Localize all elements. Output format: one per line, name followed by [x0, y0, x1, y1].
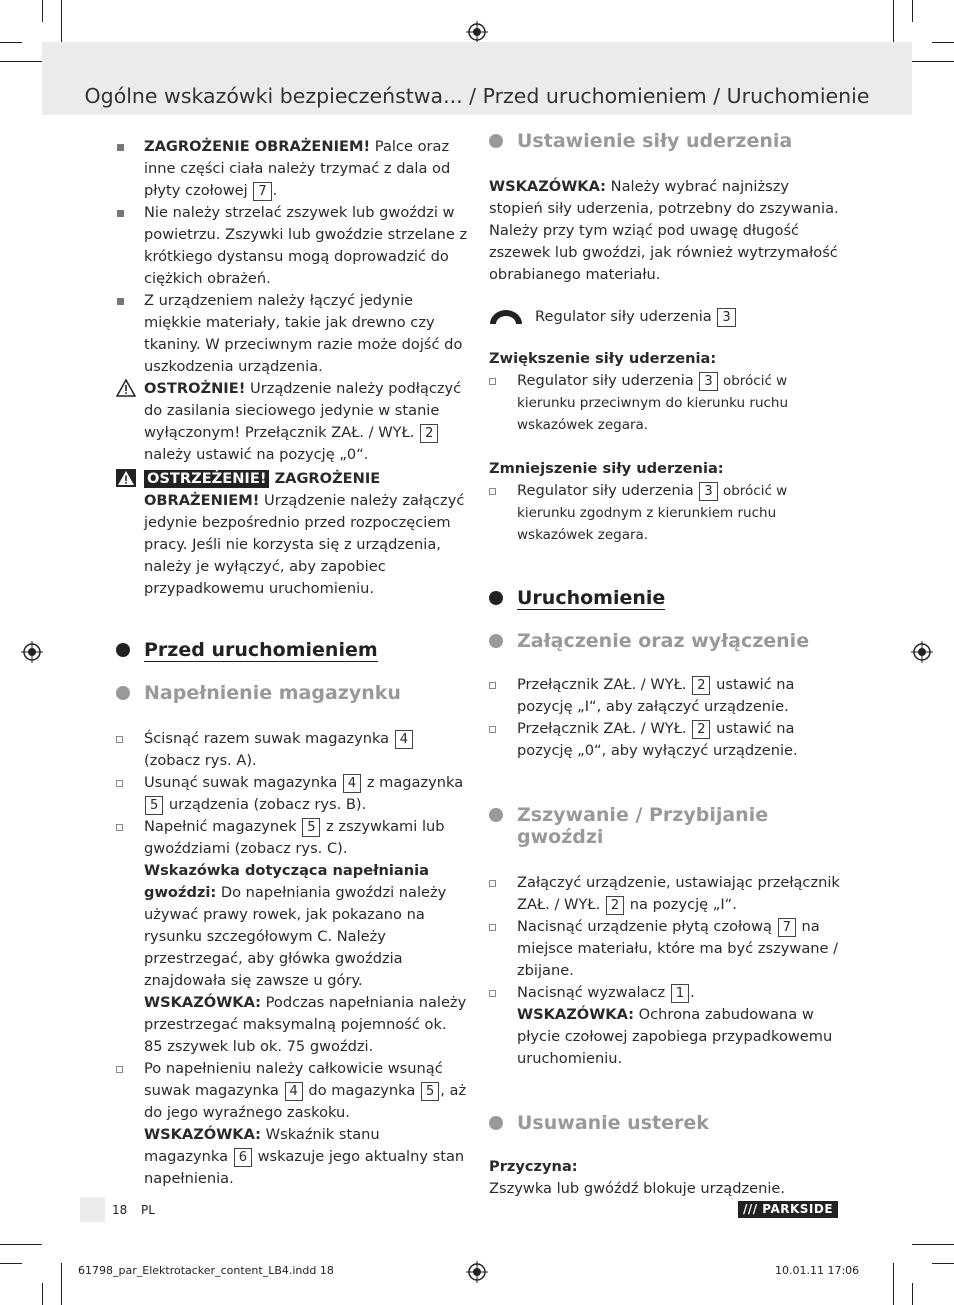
item-text: Ścisnąć razem suwak magazynka — [144, 730, 394, 747]
crop-mark — [0, 61, 42, 62]
subsection-heading — [489, 1112, 841, 1134]
part-number: 2 — [420, 424, 438, 443]
note-text: Do napełniania gwoździ należy używać prawy rowek, jak pokazano na rysunku szczegółowym C. Należy przestrzegać, aby główka gwoździa znajdowała się zawsze u góry. — [144, 884, 447, 989]
part-number: 4 — [343, 774, 361, 793]
note-text: Należy wybrać najniższy stopień siły uderzenia, potrzebny do zszywania. Należy przy tym wziąć pod uwagę długość zszewek lub gwoździ, jak również wytrzymałość obrabianego materiału. — [489, 178, 839, 283]
item-text: obrócić w kierunku przeciwnym do kierunku ruchu wskazówek zegara. — [517, 373, 789, 433]
item-text: obrócić w kierunku zgodnym z kierunkiem ruchu wskazówek zegara. — [517, 483, 788, 543]
part-number: 2 — [606, 896, 624, 915]
list-item — [489, 480, 841, 546]
heading-text: Przed uruchomieniem — [144, 639, 378, 661]
item-text: . — [690, 984, 695, 1001]
square-outline-bullet-icon — [489, 378, 496, 385]
part-number: 3 — [699, 372, 717, 391]
note-text: Ochrona zabudowana w płycie czołowej zapobiega przypadkowemu uruchomieniu. — [517, 1006, 833, 1067]
list-item — [489, 872, 841, 916]
brand-logo: /// PARKSIDE — [738, 1201, 838, 1218]
page-number: 18 — [112, 1203, 128, 1217]
item-text: Napełnić magazynek — [144, 818, 302, 835]
square-outline-bullet-icon — [489, 682, 496, 689]
list-item — [116, 202, 468, 290]
warning-triangle-filled-icon — [116, 469, 136, 487]
item-text: , aż do jego wyraźnego zaskoku. — [144, 1082, 467, 1121]
bullet-dot-icon — [116, 643, 130, 657]
item-text: na pozycję „I“. — [625, 896, 737, 913]
item-text: Regulator siły uderzenia — [517, 482, 699, 499]
danger-label: ZAGROŻENIE OBRAŻENIEM! — [144, 470, 381, 509]
item-text: Nie należy strzelać zszywek lub gwoździ w powietrzu. Zszywki lub gwoździe strzelane z krótkiego dystansu mogą doprowadzić do ciężkich obrażeń. — [144, 204, 468, 287]
item-text: na miejsce materiału, które ma być zszywane / zbijane. — [517, 918, 839, 979]
list-item — [489, 982, 841, 1070]
list-item — [116, 728, 468, 772]
subsection-heading — [116, 682, 468, 704]
file-slug: 61798_par_Elektrotacker_content_LB4.indd 18 — [78, 1264, 334, 1277]
note-text: wskazuje jego aktualny stan napełnienia. — [144, 1148, 465, 1187]
part-number: 5 — [302, 818, 320, 837]
item-text: Z urządzeniem należy łączyć jedynie miękkie materiały, takie jak drewno czy tkaniny. W przeciwnym razie może dojść do uszkodzenia urządzenia. — [144, 292, 463, 375]
crop-mark — [932, 42, 954, 43]
regulator-dial-icon — [489, 308, 523, 324]
crop-mark — [61, 1263, 62, 1305]
crop-mark — [912, 1283, 913, 1305]
item-text: . — [272, 182, 278, 199]
language-code: PL — [141, 1203, 155, 1217]
part-number: 7 — [778, 918, 796, 937]
note-label: WSKAZÓWKA: — [144, 1126, 262, 1143]
item-text: Nacisnąć urządzenie płytą czołową — [517, 918, 777, 935]
part-number: 2 — [692, 720, 710, 739]
square-outline-bullet-icon — [489, 488, 496, 495]
square-bullet-icon — [117, 298, 124, 305]
subsection-heading — [489, 130, 841, 152]
part-number: 1 — [671, 984, 689, 1003]
registration-mark-icon — [466, 1261, 488, 1283]
part-number: 3 — [699, 482, 717, 501]
item-text: Przełącznik ZAŁ. / WYŁ. — [517, 720, 692, 737]
item-text: urządzenia (zobacz rys. B). — [164, 796, 367, 813]
square-outline-bullet-icon — [116, 1066, 123, 1073]
regulator-legend — [489, 306, 841, 328]
list-item — [116, 1058, 468, 1190]
legend-text: Regulator siły uderzenia — [535, 308, 717, 325]
crop-mark — [912, 0, 913, 22]
heading-text: Załączenie oraz wyłączenie — [517, 630, 810, 652]
cause-label: Przyczyna: — [489, 1158, 578, 1175]
note-label: WSKAZÓWKA: — [489, 178, 607, 195]
item-text: z magazynka — [362, 774, 464, 791]
subsection-heading — [489, 630, 841, 652]
warning-badge: OSTRZEŻENIE! — [144, 470, 269, 488]
crop-mark — [912, 61, 954, 62]
square-outline-bullet-icon — [116, 824, 123, 831]
right-column — [489, 130, 841, 1200]
page-title: Ogólne wskazówki bezpieczeństwa... / Przed uruchomieniem / Uruchomienie — [84, 84, 870, 108]
bullet-dot-icon — [489, 634, 503, 648]
square-outline-bullet-icon — [116, 736, 123, 743]
crop-mark — [0, 1263, 22, 1264]
item-text: (zobacz rys. A). — [144, 752, 257, 769]
crop-mark — [0, 42, 22, 43]
caution-label: OSTROŻNIE! — [144, 380, 246, 397]
list-item — [489, 674, 841, 718]
list-item — [116, 816, 468, 1058]
part-number: 5 — [421, 1082, 439, 1101]
list-item — [489, 718, 841, 762]
registration-mark-icon — [911, 641, 933, 663]
crop-mark — [912, 1244, 954, 1245]
list-item — [116, 136, 468, 202]
part-number: 2 — [692, 676, 710, 695]
list-item — [489, 370, 841, 436]
note-text: Wskaźnik stanu magazynka — [144, 1126, 380, 1165]
caution-item — [116, 378, 468, 466]
note — [489, 176, 841, 286]
item-text: Usunąć suwak magazynka — [144, 774, 342, 791]
bullet-dot-icon — [489, 591, 503, 605]
part-number: 7 — [253, 182, 271, 201]
registration-mark-icon — [21, 641, 43, 663]
item-text: Regulator siły uderzenia — [517, 372, 699, 389]
note — [144, 992, 468, 1058]
square-outline-bullet-icon — [489, 880, 496, 887]
footer-tab — [80, 1197, 105, 1222]
square-outline-bullet-icon — [489, 726, 496, 733]
heading-text: Napełnienie magazynku — [144, 682, 401, 704]
item-text: Nacisnąć wyzwalacz — [517, 984, 670, 1001]
danger-label: ZAGROŻENIE OBRAŻENIEM! — [144, 138, 371, 155]
item-text: należy ustawić na pozycję „0“. — [144, 446, 369, 463]
part-number: 5 — [145, 796, 163, 815]
part-number: 4 — [285, 1082, 303, 1101]
bullet-dot-icon — [489, 808, 503, 822]
heading-text: Zszywanie / Przybijanie gwoździ — [517, 804, 769, 848]
crop-mark — [42, 0, 43, 22]
crop-mark — [893, 0, 894, 42]
square-bullet-icon — [117, 144, 124, 151]
note — [144, 1124, 468, 1190]
square-outline-bullet-icon — [489, 990, 496, 997]
item-text: ustawić na pozycję „0“, aby wyłączyć urządzenie. — [517, 720, 798, 759]
warning-item — [116, 468, 468, 600]
registration-mark-icon — [466, 21, 488, 43]
subheading: Zwiększenie siły uderzenia: — [489, 350, 717, 367]
note — [517, 1004, 841, 1070]
note-label: Wskazówka dotycząca napełniania gwoździ: — [144, 862, 429, 901]
cause-text: Zszywka lub gwóźdź blokuje urządzenie. — [489, 1180, 786, 1197]
crop-mark — [42, 1283, 43, 1305]
item-text: Załączyć urządzenie, ustawiając przełącznik ZAŁ. / WYŁ. — [517, 874, 840, 913]
heading-text: Ustawienie siły uderzenia — [517, 130, 793, 152]
item-text: ustawić na pozycję „I“, aby załączyć urządzenie. — [517, 676, 795, 715]
heading-text: Usuwanie usterek — [517, 1112, 709, 1134]
part-number: 3 — [717, 308, 735, 327]
bullet-dot-icon — [116, 686, 130, 700]
item-text: Po napełnieniu należy całkowicie wsunąć suwak magazynka — [144, 1060, 443, 1099]
subsection-heading — [489, 804, 841, 848]
list-item — [116, 290, 468, 378]
left-column — [116, 136, 468, 1190]
square-outline-bullet-icon — [489, 924, 496, 931]
subheading: Zmniejszenie siły uderzenia: — [489, 460, 724, 477]
square-bullet-icon — [117, 210, 124, 217]
bullet-dot-icon — [489, 1116, 503, 1130]
part-number: 4 — [395, 730, 413, 749]
note-text: Podczas napełniania należy przestrzegać maksymalną pojemność ok. 85 zszywek lub ok. 75 gwoździ. — [144, 994, 467, 1055]
item-text: Przełącznik ZAŁ. / WYŁ. — [517, 676, 692, 693]
crop-mark — [61, 0, 62, 42]
crop-mark — [893, 1263, 894, 1305]
part-number: 6 — [234, 1148, 252, 1167]
item-text: Palce oraz inne części ciała należy trzymać z dala od płyty czołowej — [144, 138, 451, 199]
crop-mark — [0, 1244, 42, 1245]
note-label: WSKAZÓWKA: — [144, 994, 262, 1011]
list-item — [489, 916, 841, 982]
note-label: WSKAZÓWKA: — [517, 1006, 635, 1023]
list-item — [116, 772, 468, 816]
square-outline-bullet-icon — [116, 780, 123, 787]
item-text: do magazynka — [303, 1082, 420, 1099]
heading-text: Uruchomienie — [517, 587, 666, 609]
warning-triangle-icon — [116, 379, 136, 397]
item-text: z zszywkami lub gwoździami (zobacz rys. C). — [144, 818, 445, 857]
item-text: Urządzenie należy załączyć jedynie bezpośrednio przed rozpoczęciem pracy. Jeśli nie korzysta się z urządzenia, należy je wyłączyć, aby zapobiec przypadkowemu uruchomieniu. — [144, 492, 465, 597]
crop-mark — [932, 1263, 954, 1264]
note — [144, 860, 468, 992]
bullet-dot-icon — [489, 134, 503, 148]
section-heading — [116, 638, 468, 662]
date-stamp: 10.01.11 17:06 — [775, 1264, 860, 1277]
item-text: Urządzenie należy podłączyć do zasilania sieciowego jedynie w stanie wyłączonym! Przełącznik ZAŁ. / WYŁ. — [144, 380, 462, 441]
section-heading — [489, 586, 841, 610]
